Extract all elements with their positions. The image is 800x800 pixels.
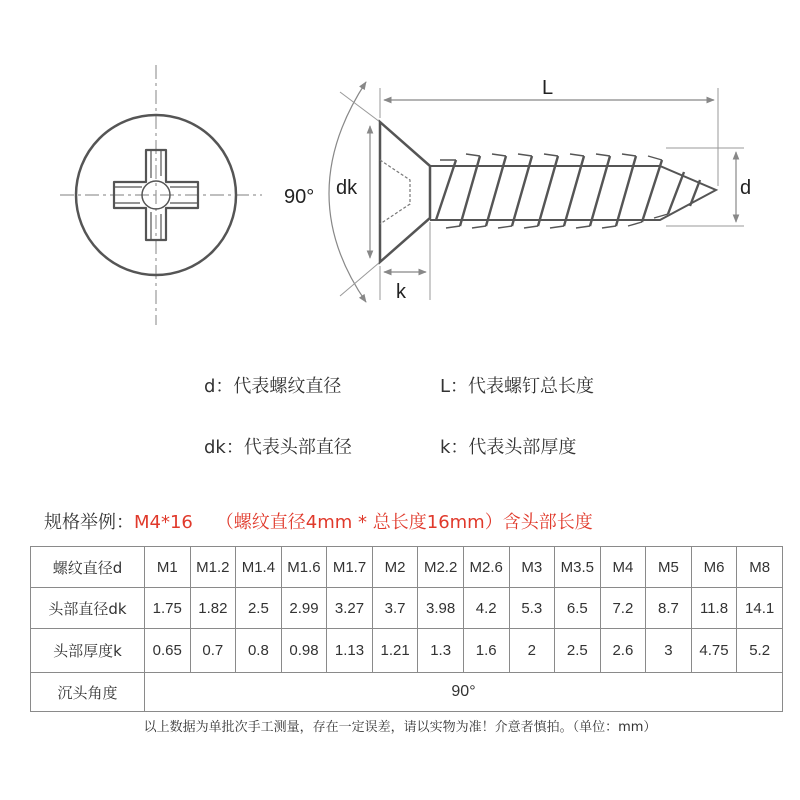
- table-cell: 2.99: [281, 588, 327, 629]
- table-cell: 3.98: [418, 588, 464, 629]
- spec-example: [44, 508, 593, 534]
- table-cell: 8.7: [646, 588, 692, 629]
- spec-example-detail: M4*16 （螺纹直径4mm * 总长度16mm）含头部长度: [134, 512, 593, 533]
- table-cell: M3: [509, 547, 555, 588]
- table-cell: 14.1: [737, 588, 783, 629]
- length-label: L: [542, 77, 554, 99]
- table-cell: 2.5: [236, 588, 282, 629]
- countersink-angle-dimension: [284, 82, 380, 302]
- table-cell: 6.5: [555, 588, 601, 629]
- table-row-thread-diameter: [31, 547, 783, 588]
- table-cell: 3: [646, 629, 692, 673]
- table-cell: M1.2: [190, 547, 236, 588]
- table-cell: 1.6: [463, 629, 509, 673]
- legend-head-thickness: k：代表头部厚度: [440, 437, 577, 458]
- legend-head-diameter: dk：代表头部直径: [204, 437, 352, 458]
- table-cell: M3.5: [555, 547, 601, 588]
- table-cell: 2: [509, 629, 555, 673]
- head-diameter-label: dk: [336, 177, 358, 199]
- table-cell: 1.21: [372, 629, 418, 673]
- table-cell: 5.3: [509, 588, 555, 629]
- row-header: 头部厚度k: [31, 629, 145, 673]
- table-cell: 0.98: [281, 629, 327, 673]
- table-cell: 4.2: [463, 588, 509, 629]
- table-row-head-thickness: [31, 629, 783, 673]
- table-cell: M1: [145, 547, 191, 588]
- table-cell: 0.65: [145, 629, 191, 673]
- table-cell: 1.82: [190, 588, 236, 629]
- table-cell: M1.6: [281, 547, 327, 588]
- thread-diameter-label: d: [740, 177, 752, 199]
- legend-total-length: L：代表螺钉总长度: [440, 376, 595, 397]
- table-cell: 7.2: [600, 588, 646, 629]
- screw-head-top-view: [60, 65, 262, 325]
- table-cell: 2.6: [600, 629, 646, 673]
- table-row-countersink-angle: [31, 673, 783, 712]
- table-cell: M5: [646, 547, 692, 588]
- legend-thread-diameter: d：代表螺纹直径: [204, 376, 342, 397]
- head-thickness-label: k: [396, 281, 406, 303]
- row-header: 螺纹直径d: [31, 547, 145, 588]
- table-cell: M8: [737, 547, 783, 588]
- table-cell: 3.27: [327, 588, 373, 629]
- spec-example-prefix: 规格举例：: [44, 512, 134, 533]
- head-diameter-dimension: [336, 126, 370, 258]
- row-header: 头部直径dk: [31, 588, 145, 629]
- table-cell: M6: [691, 547, 737, 588]
- table-cell-angle: 90°: [145, 673, 783, 712]
- angle-label: 90°: [284, 186, 315, 208]
- table-cell: M1.4: [236, 547, 282, 588]
- table-cell: M1.7: [327, 547, 373, 588]
- table-cell: 3.7: [372, 588, 418, 629]
- screw-drawing: [0, 0, 800, 360]
- table-cell: 1.75: [145, 588, 191, 629]
- table-cell: 1.13: [327, 629, 373, 673]
- table-cell: 11.8: [691, 588, 737, 629]
- measurement-note: 以上数据为单批次手工测量，存在一定误差，请以实物为准！介意者慎拍。（单位：mm）: [143, 720, 657, 735]
- table-cell: 1.3: [418, 629, 464, 673]
- table-cell: 2.5: [555, 629, 601, 673]
- table-cell: M4: [600, 547, 646, 588]
- table-cell: M2.2: [418, 547, 464, 588]
- table-row-head-diameter: [31, 588, 783, 629]
- spec-table: [30, 546, 783, 712]
- table-cell: 4.75: [691, 629, 737, 673]
- table-cell: 0.7: [190, 629, 236, 673]
- table-cell: M2: [372, 547, 418, 588]
- table-cell: M2.6: [463, 547, 509, 588]
- table-cell: 0.8: [236, 629, 282, 673]
- table-cell: 5.2: [737, 629, 783, 673]
- row-header: 沉头角度: [31, 673, 145, 712]
